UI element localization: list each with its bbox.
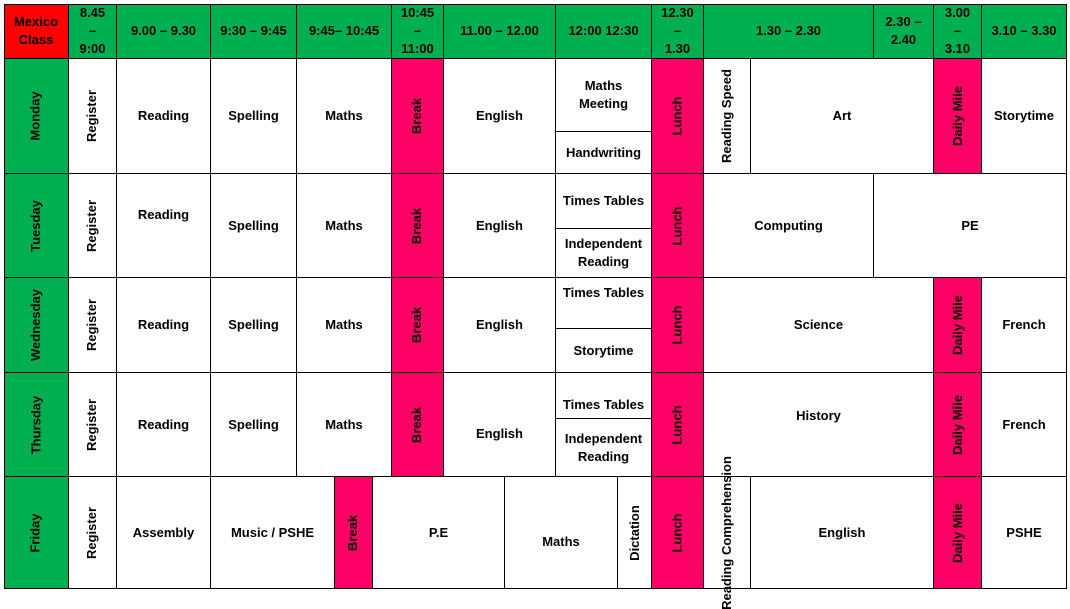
- lesson-reading: [117, 278, 211, 373]
- lesson-label: English: [476, 426, 523, 441]
- lesson-register: [69, 278, 117, 373]
- lesson-pshe: [982, 477, 1067, 589]
- lesson-label: Spelling: [228, 317, 279, 332]
- lesson-english: [444, 278, 556, 373]
- lesson-label: Daily Mile: [949, 295, 965, 355]
- lesson-handwriting: [556, 132, 652, 174]
- time-header: [652, 4, 704, 59]
- lesson-label: Times Tables: [562, 397, 645, 412]
- lesson-times-tables: [556, 174, 652, 229]
- day-label: Monday: [28, 91, 43, 141]
- lesson-science: [704, 278, 934, 373]
- day-friday: [4, 477, 69, 589]
- time-label: 10:45 – 11:00: [400, 5, 435, 56]
- lesson-lunch: [652, 59, 704, 174]
- lesson-label: PE: [961, 217, 979, 233]
- lesson-french: [982, 278, 1067, 373]
- lesson-english: [444, 59, 556, 174]
- lesson-label: Break: [409, 306, 425, 344]
- lesson-break: [392, 278, 444, 373]
- lesson-label: Spelling: [228, 108, 279, 123]
- lesson-label: Daily Mile: [949, 394, 965, 455]
- lesson-history: [704, 373, 934, 477]
- lesson-label: Maths: [325, 416, 363, 432]
- lesson-label: Register: [84, 89, 100, 143]
- lesson-english: [444, 373, 556, 477]
- lesson-label: Break: [409, 207, 425, 244]
- lesson-maths: [297, 278, 392, 373]
- day-label: Friday: [27, 512, 43, 553]
- lesson-label: Handwriting: [565, 144, 642, 160]
- lesson-pe: [373, 477, 505, 589]
- lesson-independent-reading: [556, 419, 652, 477]
- lesson-storytime: [556, 329, 652, 373]
- time-label: 3.10 – 3.30: [991, 23, 1057, 38]
- day-thursday: [4, 373, 69, 477]
- lesson-break: [392, 373, 444, 477]
- lesson-reading: [117, 373, 211, 477]
- lesson-label: Storytime: [573, 342, 634, 358]
- lesson-label: Times Tables: [562, 285, 645, 300]
- lesson-lunch: [652, 278, 704, 373]
- time-header: [874, 4, 934, 59]
- lesson-label: P.E: [428, 524, 449, 540]
- lesson-reading-comprehension: [704, 455, 751, 609]
- class-title-cell: [4, 4, 69, 59]
- lesson-lunch: [652, 174, 704, 278]
- lesson-english: [444, 174, 556, 278]
- lesson-dictation: [618, 477, 652, 589]
- lesson-label: Maths: [325, 317, 363, 332]
- time-label: 9.00 – 9.30: [130, 23, 197, 38]
- lesson-label: Break: [409, 406, 425, 443]
- time-header: [444, 4, 556, 59]
- time-label: 9:30 – 9:45: [220, 23, 287, 38]
- lesson-label: Reading Speed: [719, 69, 735, 163]
- lesson-break: [335, 477, 373, 589]
- lesson-label: Reading: [137, 207, 190, 222]
- lesson-french: [982, 373, 1067, 477]
- lesson-maths: [297, 174, 392, 278]
- lesson-label: Lunch: [669, 305, 685, 345]
- lesson-label: PSHE: [1006, 524, 1042, 540]
- lesson-daily-mile: [934, 373, 982, 477]
- lesson-label: Maths: [542, 534, 580, 549]
- lesson-label: Daily Mile: [949, 86, 965, 146]
- lesson-times-tables: [556, 373, 652, 419]
- lesson-label: Register: [84, 298, 100, 352]
- lesson-label: English: [476, 217, 523, 233]
- lesson-independent-reading: [556, 229, 652, 278]
- lesson-label: Independent Reading: [564, 430, 643, 464]
- lesson-label: Register: [84, 506, 100, 559]
- lesson-label: Break: [409, 97, 425, 135]
- time-header: [297, 4, 392, 59]
- time-label: 3.00 – 3.10: [944, 5, 971, 56]
- lesson-register: [69, 477, 117, 589]
- lesson-label: Reading: [137, 108, 190, 123]
- lesson-label: Maths: [325, 217, 363, 233]
- time-header: [117, 4, 211, 59]
- lesson-spelling: [211, 59, 297, 174]
- time-label: 11.00 – 12.00: [460, 23, 539, 38]
- lesson-label: Spelling: [228, 217, 279, 233]
- lesson-register: [69, 59, 117, 174]
- lesson-label: Lunch: [669, 206, 685, 245]
- lesson-label: Times Tables: [562, 193, 645, 208]
- lesson-label: Register: [84, 398, 100, 451]
- lesson-lunch: [652, 477, 704, 589]
- lesson-maths-meeting: [556, 59, 652, 132]
- time-label: 12.30 – 1.30: [661, 5, 694, 56]
- lesson-label: Maths Meeting: [578, 78, 629, 111]
- lesson-english: [751, 477, 934, 589]
- time-label: 8.45 – 9:00: [79, 5, 106, 56]
- lesson-label: Music / PSHE: [230, 524, 315, 540]
- day-label: Tuesday: [28, 199, 43, 252]
- lesson-label: Science: [793, 317, 844, 332]
- lesson-computing: [704, 174, 874, 278]
- lesson-storytime: [982, 59, 1067, 174]
- time-header: [392, 4, 444, 59]
- lesson-label: History: [796, 408, 841, 423]
- lesson-spelling: [211, 278, 297, 373]
- lesson-break: [392, 174, 444, 278]
- lesson-music-pshe: [211, 477, 335, 589]
- lesson-label: Daily Mile: [949, 502, 965, 563]
- lesson-assembly: [117, 477, 211, 589]
- day-wednesday: [4, 278, 69, 373]
- lesson-label: Lunch: [669, 96, 685, 136]
- lesson-label: Break: [345, 514, 361, 551]
- lesson-label: Computing: [754, 217, 823, 233]
- time-header: [982, 4, 1067, 59]
- class-title: Mexico Class: [13, 14, 59, 47]
- lesson-label: English: [476, 108, 523, 123]
- lesson-maths: [505, 477, 618, 589]
- lesson-label: Spelling: [228, 416, 279, 432]
- lesson-label: Lunch: [669, 405, 685, 444]
- lesson-label: Art: [832, 108, 852, 123]
- lesson-label: Lunch: [669, 513, 685, 552]
- lesson-reading: [117, 59, 211, 174]
- time-header: [69, 4, 117, 59]
- time-label: 2.30 – 2.40: [885, 14, 922, 47]
- lesson-times-tables: [556, 278, 652, 329]
- time-header: [556, 4, 652, 59]
- time-label: 12:00 12:30: [568, 23, 639, 38]
- time-header: [211, 4, 297, 59]
- lesson-label: Storytime: [994, 108, 1054, 123]
- lesson-break: [392, 59, 444, 174]
- lesson-maths: [297, 373, 392, 477]
- lesson-label: French: [1002, 317, 1046, 332]
- day-label: Thursday: [27, 395, 43, 454]
- lesson-label: Reading: [137, 416, 190, 432]
- lesson-label: Reading: [137, 317, 190, 332]
- day-monday: [4, 59, 69, 174]
- lesson-art: [751, 59, 934, 174]
- lesson-label: Register: [84, 199, 100, 252]
- lesson-lunch: [652, 373, 704, 477]
- day-label: Wednesday: [28, 288, 44, 362]
- lesson-label: Assembly: [132, 524, 195, 540]
- lesson-spelling: [211, 373, 297, 477]
- lesson-pe: [874, 174, 1067, 278]
- lesson-label: English: [818, 524, 866, 540]
- lesson-reading-speed: [704, 59, 751, 174]
- lesson-daily-mile: [934, 59, 982, 174]
- lesson-reading: [117, 174, 211, 278]
- lesson-spelling: [211, 174, 297, 278]
- lesson-label: Reading Comprehension: [719, 455, 735, 609]
- day-tuesday: [4, 174, 69, 278]
- lesson-label: Independent Reading: [564, 236, 643, 269]
- lesson-maths: [297, 59, 392, 174]
- time-header: [934, 4, 982, 59]
- lesson-daily-mile: [934, 278, 982, 373]
- lesson-label: English: [476, 317, 523, 332]
- time-label: 1.30 – 2.30: [755, 23, 822, 38]
- lesson-label: Maths: [325, 108, 363, 123]
- lesson-label: Dictation: [626, 504, 642, 561]
- time-header: [704, 4, 874, 59]
- lesson-label: French: [1002, 416, 1046, 432]
- lesson-register: [69, 174, 117, 278]
- lesson-register: [69, 373, 117, 477]
- time-label: 9:45– 10:45: [308, 23, 380, 38]
- lesson-daily-mile: [934, 477, 982, 589]
